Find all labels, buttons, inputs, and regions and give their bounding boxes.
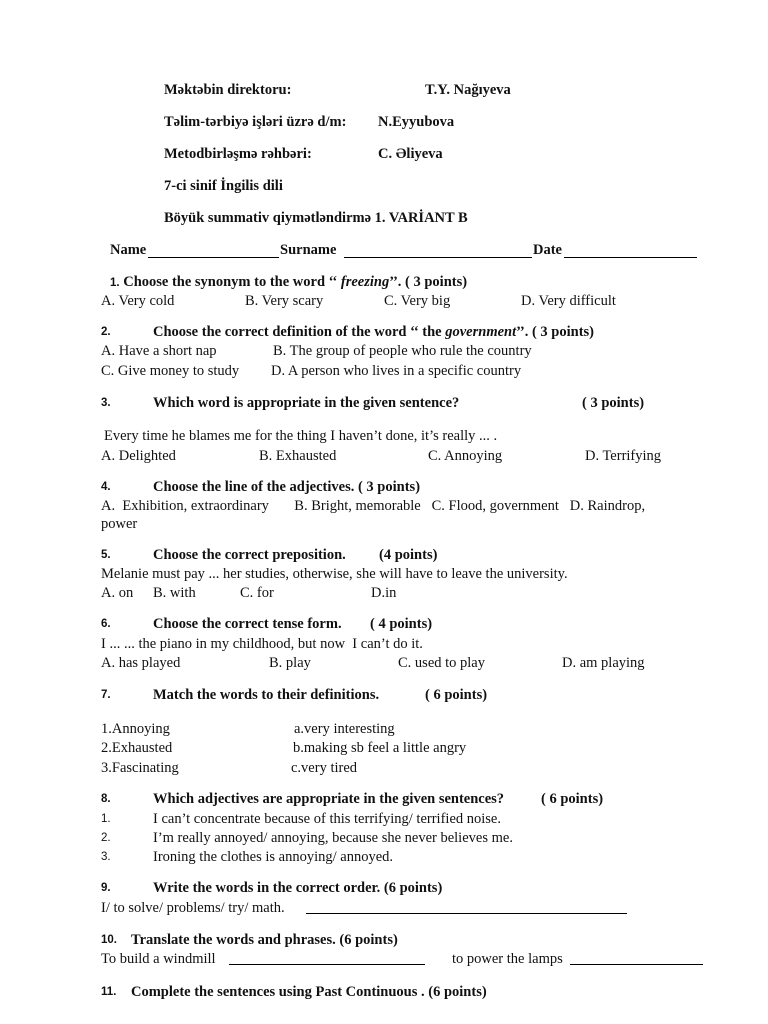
option-d[interactable]: D. Very difficult: [521, 293, 616, 309]
option-a[interactable]: A. has played: [101, 655, 181, 671]
question-number: 8.: [101, 793, 111, 805]
name-label: Name: [110, 242, 147, 258]
option-d[interactable]: D. am playing: [562, 655, 645, 671]
question-7-points: ( 6 points): [425, 687, 488, 703]
exam-title: Böyük summativ qiymətləndirmə 1. VARİANT B: [164, 210, 468, 226]
phrase-1: To build a windmill: [101, 951, 216, 967]
surname-label: Surname: [280, 242, 337, 258]
question-6-sentence: I ... ... the piano in my childhood, but now I can’t do it.: [101, 636, 423, 652]
methods-name: C. Əliyeva: [378, 146, 443, 162]
question-keyword: government: [445, 324, 517, 340]
question-text-end: ’’. ( 3 points): [389, 274, 468, 290]
question-7-text: Match the words to their definitions.: [153, 687, 380, 703]
answer-line[interactable]: [229, 964, 425, 965]
director-name: T.Y. Nağıyeva: [425, 82, 511, 98]
question-2: [153, 323, 594, 341]
phrase-2: to power the lamps: [452, 951, 563, 967]
question-4-options-cont[interactable]: power: [101, 516, 138, 532]
option-c[interactable]: C. Annoying: [428, 448, 503, 464]
option-c[interactable]: C. for: [240, 585, 274, 601]
class-subject: 7-ci sinif İngilis dili: [164, 178, 283, 194]
answer-line[interactable]: [306, 913, 627, 914]
director-label: Məktəbin direktoru:: [164, 82, 292, 98]
option-b[interactable]: B. The group of people who rule the country: [273, 343, 532, 359]
question-5-text: Choose the correct preposition.: [153, 547, 346, 563]
item-number: 1.: [101, 813, 111, 825]
question-5-sentence: Melanie must pay ... her studies, otherwise, she will have to leave the university.: [101, 566, 568, 582]
question-number: 5.: [101, 549, 111, 561]
option-b[interactable]: B. with: [153, 585, 196, 601]
question-9-words: I/ to solve/ problems/ try/ math.: [101, 900, 285, 916]
question-number: 7.: [101, 689, 111, 701]
option-d[interactable]: D. Terrifying: [585, 448, 662, 464]
question-text: Choose the correct definition of the word ‘‘ the: [153, 324, 446, 340]
question-number: 3.: [101, 397, 111, 409]
question-4-text: Choose the line of the adjectives. ( 3 points): [153, 479, 421, 495]
question-text: Choose the synonym to the word ‘‘: [123, 274, 341, 290]
option-c[interactable]: C. Give money to study: [101, 363, 240, 379]
option-c[interactable]: C. used to play: [398, 655, 485, 671]
match-definition: a.very interesting: [294, 721, 395, 737]
option-a[interactable]: A. Very cold: [101, 293, 175, 309]
question-8-points: ( 6 points): [541, 791, 604, 807]
deputy-label: Təlim-tərbiyə işləri üzrə d/m:: [164, 114, 347, 130]
question-number: 9.: [101, 882, 111, 894]
question-5-points: (4 points): [379, 547, 438, 563]
option-d[interactable]: D. A person who lives in a specific country: [271, 363, 522, 379]
match-definition: b.making sb feel a little angry: [293, 740, 467, 756]
question-text-end: ’’. ( 3 points): [516, 324, 594, 340]
question-1: [110, 273, 467, 292]
methods-label: Metodbirləşmə rəhbəri:: [164, 146, 312, 162]
option-b[interactable]: B. play: [269, 655, 311, 671]
question-9-text: Write the words in the correct order. (6 points): [153, 880, 443, 896]
option-a[interactable]: A. Have a short nap: [101, 343, 217, 359]
question-number: 4.: [101, 481, 111, 493]
surname-field[interactable]: [344, 257, 532, 258]
option-b[interactable]: B. Exhausted: [259, 448, 337, 464]
question-number: 2.: [101, 326, 111, 338]
item-sentence[interactable]: I can’t concentrate because of this terrifying/ terrified noise.: [153, 811, 501, 827]
deputy-name: N.Eyyubova: [378, 114, 455, 130]
question-number: 11.: [101, 986, 117, 998]
question-8-text: Which adjectives are appropriate in the given sentences?: [153, 791, 505, 807]
question-6-points: ( 4 points): [370, 616, 433, 632]
option-b[interactable]: B. Very scary: [245, 293, 324, 309]
question-number: 6.: [101, 618, 111, 630]
date-label: Date: [533, 242, 562, 258]
match-word: 3.Fascinating: [101, 760, 179, 776]
item-number: 2.: [101, 832, 111, 844]
option-d[interactable]: D.in: [371, 585, 397, 601]
question-3-text: Which word is appropriate in the given sentence?: [153, 395, 460, 411]
question-number: 1.: [110, 277, 120, 289]
option-a[interactable]: A. on: [101, 585, 134, 601]
item-sentence[interactable]: Ironing the clothes is annoying/ annoyed.: [153, 849, 394, 865]
match-definition: c.very tired: [291, 760, 358, 776]
match-word: 2.Exhausted: [101, 740, 173, 756]
option-c[interactable]: C. Very big: [384, 293, 451, 309]
question-10-text: Translate the words and phrases. (6 points): [131, 932, 398, 948]
match-word: 1.Annoying: [101, 721, 170, 737]
question-6-text: Choose the correct tense form.: [153, 616, 342, 632]
question-4-options[interactable]: A. Exhibition, extraordinary B. Bright, memorable C. Flood, government D. Raindrop,: [101, 498, 646, 514]
item-sentence[interactable]: I’m really annoyed/ annoying, because she never believes me.: [153, 830, 513, 846]
question-keyword: freezing: [340, 274, 390, 290]
answer-line[interactable]: [570, 964, 703, 965]
option-a[interactable]: A. Delighted: [101, 448, 176, 464]
question-number: 10.: [101, 934, 117, 946]
item-number: 3.: [101, 851, 111, 863]
name-field[interactable]: [148, 257, 279, 258]
date-field[interactable]: [564, 257, 697, 258]
question-3-sentence: Every time he blames me for the thing I haven’t done, it’s really ... .: [104, 428, 498, 444]
question-3-points: ( 3 points): [582, 395, 645, 411]
question-11-text: Complete the sentences using Past Continuous . (6 points): [131, 984, 487, 1000]
